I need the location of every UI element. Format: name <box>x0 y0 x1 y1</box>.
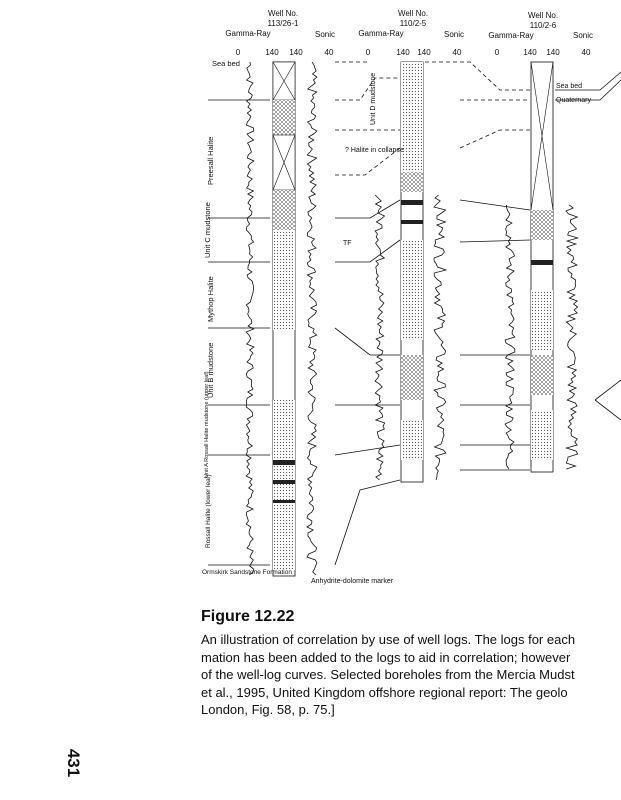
unit-a-rossall-upper: Unit A Rossall Halite mudstone (upper leaf) <box>204 371 210 478</box>
well-1-gamma-ray-trace <box>246 62 254 575</box>
unit-b-mudstone: Unit B mudstone <box>206 342 215 398</box>
annotation-sea-bed-right: Sea bed <box>556 83 583 90</box>
caption-line-1: An illustration of correlation by use of well logs. The logs for each <box>201 632 576 647</box>
well-3-gamma-label: Gamma-Ray <box>488 31 534 40</box>
annotation-anhydrite: Anhydrite-dolomite marker <box>311 578 394 585</box>
well-3-gamma-ray-trace <box>505 205 515 469</box>
caption-line-4: et al., 1995, United Kingdom offshore regional report: The geolo <box>201 684 568 700</box>
well-2-id: 110/2-5 <box>399 19 427 28</box>
well-3-sonic-trace <box>566 205 578 469</box>
well-2-label: Well No. <box>397 9 429 18</box>
well-3-scale-2: 140 <box>546 48 560 57</box>
well-2-lithology-column <box>401 62 423 482</box>
annotation-unit-d: Unit D mudstone <box>370 72 377 125</box>
well-2-scale-0: 0 <box>365 48 371 57</box>
page-number: 431 <box>64 748 83 778</box>
well-3-scale-1: 140 <box>523 48 537 57</box>
well-1-header <box>225 9 335 57</box>
unit-c-mudstone: Unit C mudstone <box>203 202 212 258</box>
seabed-label: Sea bed <box>212 59 240 68</box>
annotation-tf: TF <box>343 240 352 247</box>
ormskirk-label: Ormskirk Sandstone Formation <box>202 569 292 576</box>
well-3-scale-0: 0 <box>494 48 500 57</box>
unit-preesall-halite: Preesall Halite <box>206 136 215 185</box>
well-1-sonic-trace <box>307 62 317 575</box>
well-1-scale-2: 140 <box>289 48 303 57</box>
well-1-label: Well No. <box>267 9 299 18</box>
well-2-sonic-trace <box>434 195 446 480</box>
well-1-scale-1: 140 <box>265 48 279 57</box>
caption-line-2: mation has been added to the logs to aid in correlation; however <box>201 649 571 665</box>
well-2-scale-1: 140 <box>396 48 410 57</box>
well-2-gamma-ray-trace <box>375 195 385 480</box>
figure-caption-title: Figure 12.22 <box>201 608 295 625</box>
caption-line-5: London, Fig. 58, p. 75.] <box>201 702 335 717</box>
well-3-lithology-column <box>531 62 553 472</box>
annotation-quaternary: Quaternary <box>556 97 592 104</box>
well-2-scale-3: 40 <box>452 48 462 57</box>
well-2-scale-2: 140 <box>417 48 431 57</box>
well-3-label: Well No. <box>527 11 559 20</box>
caption-line-3: of the well-log curves. Selected boreholes from the Mercia Mudst <box>201 667 575 682</box>
well-1-id: 113/26-1 <box>267 19 299 28</box>
unit-rossall-lower: Rossall Halite (lower leaf) <box>205 474 212 548</box>
well-3-id: 110/2-6 <box>529 21 557 30</box>
well-3-scale-3: 40 <box>581 48 591 57</box>
well-1-scale-3: 40 <box>324 48 334 57</box>
well-2-gamma-label: Gamma-Ray <box>358 29 404 38</box>
well-1-sonic-label: Sonic <box>314 30 336 39</box>
unit-mythop-halite: Mythop Halite <box>206 276 215 322</box>
figure-caption-text <box>201 631 621 719</box>
well-1-gamma-label: Gamma-Ray <box>225 29 271 38</box>
well-2-sonic-label: Sonic <box>443 30 465 39</box>
well-1-lithology-column <box>273 62 295 576</box>
well-3-sonic-label: Sonic <box>572 31 594 40</box>
well-3-header <box>488 11 593 57</box>
well-2-header <box>358 9 464 57</box>
unit-labels <box>203 137 215 548</box>
well-1-scale-0: 0 <box>235 48 241 57</box>
annotation-halite-collapse: ? Halite in collapse <box>345 147 404 154</box>
